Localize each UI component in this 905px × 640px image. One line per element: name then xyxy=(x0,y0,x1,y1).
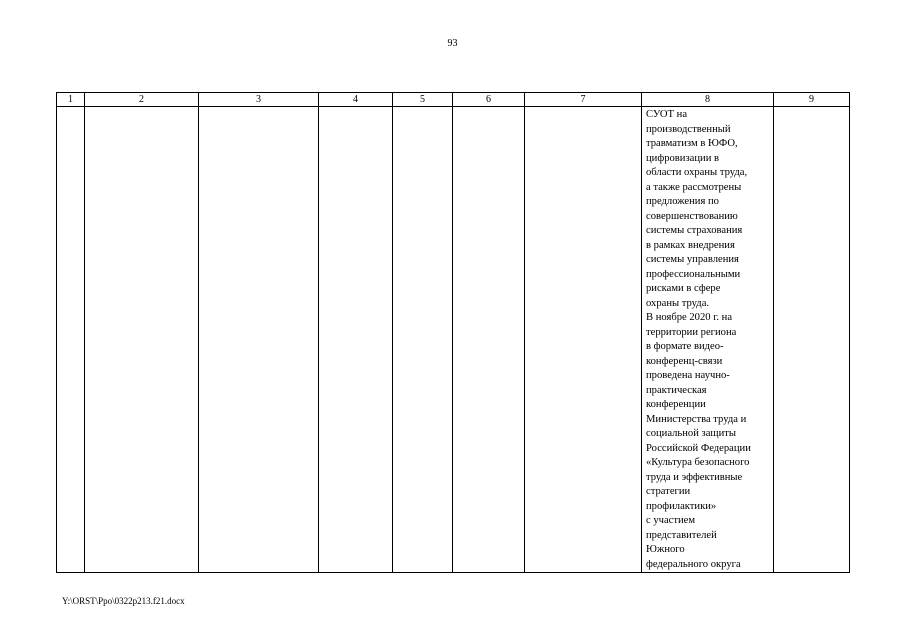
column-header-7: 7 xyxy=(525,93,642,107)
cell-col-2 xyxy=(85,107,199,573)
cell-col-9 xyxy=(774,107,850,573)
cell-col-5 xyxy=(393,107,453,573)
table-row xyxy=(57,107,850,573)
table-header-row xyxy=(57,93,850,107)
footer-file-path: Y:\ORST\Ppo\0322p213.f21.docx xyxy=(62,596,185,606)
column-header-9: 9 xyxy=(774,93,850,107)
cell-col-4 xyxy=(319,107,393,573)
column-header-1: 1 xyxy=(57,93,85,107)
cell-col-3 xyxy=(199,107,319,573)
cell-col-7 xyxy=(525,107,642,573)
column-header-3: 3 xyxy=(199,93,319,107)
column-header-5: 5 xyxy=(393,93,453,107)
column-header-8: 8 xyxy=(642,93,774,107)
column-header-4: 4 xyxy=(319,93,393,107)
cell-col-8-text: СУОТ на производственный травматизм в ЮФО, цифровизации в области охраны труда, а также рассмотрены предложения по совершенствованию системы страхования в рамках внедрения системы управления профессиональными рисками в сфере охраны труда. В ноябре 2020 г. на территории региона в формате видео- конференц-связи проведена научно- практическая конференции Министерства труда и социальной защиты Российской Федерации «Культура безопасного труда и эффективные стратегии профилактики» с участием представителей Южного федерального округа xyxy=(646,109,751,570)
cell-col-1 xyxy=(57,107,85,573)
cell-col-6 xyxy=(453,107,525,573)
document-table xyxy=(56,92,850,573)
column-header-6: 6 xyxy=(453,93,525,107)
column-header-2: 2 xyxy=(85,93,199,107)
cell-col-8 xyxy=(642,107,774,573)
page-number: 93 xyxy=(447,38,458,49)
